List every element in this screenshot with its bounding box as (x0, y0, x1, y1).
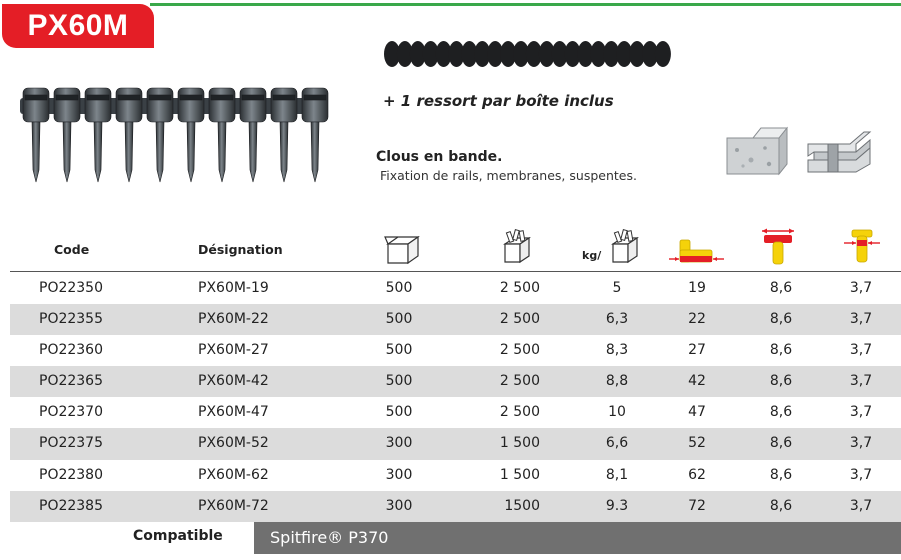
cell-per-pack: 2 500 (499, 404, 540, 421)
cell-per-box: 500 (385, 342, 413, 359)
cell-code: PO22360 (39, 342, 103, 359)
nail-strip-image (14, 82, 334, 186)
cell-head: 8,6 (769, 373, 793, 390)
cell-designation: PX60M-27 (198, 342, 269, 359)
cell-head: 8,6 (769, 311, 793, 328)
cell-per-box: 500 (385, 280, 413, 296)
cell-length: 42 (688, 373, 706, 390)
shank-diameter-icon (842, 226, 882, 266)
cell-code: PO22365 (39, 373, 103, 390)
compatible-tool: Spitfire® P370 (270, 528, 389, 547)
cell-head: 8,6 (769, 404, 793, 421)
cell-kg: 6,6 (605, 435, 629, 452)
cell-code: PO22350 (39, 280, 103, 296)
cell-per-box: 300 (385, 435, 413, 452)
cell-per-pack: 2 500 (499, 311, 540, 328)
cell-kg: 5 (612, 280, 622, 296)
cell-per-box: 500 (385, 311, 413, 328)
kg-unit-label: kg/ (582, 249, 602, 262)
cell-designation: PX60M-19 (198, 280, 269, 296)
box-icon (384, 232, 422, 266)
head-diameter-icon (756, 224, 800, 266)
cell-designation: PX60M-42 (198, 373, 269, 390)
cell-designation: PX60M-47 (198, 404, 269, 421)
cell-code: PO22370 (39, 404, 103, 421)
product-title: PX60M (2, 4, 154, 48)
cell-designation: PX60M-72 (198, 497, 269, 514)
cell-shank: 3,7 (849, 497, 873, 514)
cell-head: 8,6 (769, 342, 793, 359)
pack-icon (500, 228, 534, 266)
column-header-code: Code (54, 242, 90, 257)
table-row (10, 397, 901, 428)
cell-kg: 8,1 (605, 466, 629, 483)
cell-length: 52 (688, 435, 706, 452)
table-row (10, 428, 901, 459)
cell-per-pack: 2 500 (499, 280, 540, 296)
cell-head: 8,6 (769, 280, 793, 296)
column-header-designation: Désignation (198, 242, 283, 257)
cell-head: 8,6 (769, 497, 793, 514)
cell-per-pack: 1 500 (499, 466, 540, 483)
cell-per-pack: 1 500 (499, 435, 540, 452)
cell-shank: 3,7 (849, 342, 873, 359)
cell-code: PO22380 (39, 466, 103, 483)
compatible-label: Compatible (133, 528, 223, 544)
cell-code: PO22385 (39, 497, 103, 514)
header-divider (10, 271, 901, 272)
cell-kg: 6,3 (605, 311, 629, 328)
top-accent-line (150, 3, 901, 6)
cell-code: PO22355 (39, 311, 103, 328)
cell-head: 8,6 (769, 435, 793, 452)
rail-profile-icon (804, 124, 874, 174)
table-row (10, 460, 901, 491)
cell-designation: PX60M-22 (198, 311, 269, 328)
cell-per-pack: 1500 (504, 497, 540, 514)
spring-image (380, 38, 674, 70)
cell-shank: 3,7 (849, 404, 873, 421)
cell-length: 27 (688, 342, 706, 359)
cell-shank: 3,7 (849, 311, 873, 328)
cell-per-box: 500 (385, 373, 413, 390)
table-row (10, 366, 901, 397)
description-text: Fixation de rails, membranes, suspentes. (380, 168, 637, 183)
cell-head: 8,6 (769, 466, 793, 483)
cell-length: 19 (688, 280, 706, 296)
cell-shank: 3,7 (849, 373, 873, 390)
cell-shank: 3,7 (849, 435, 873, 452)
cell-shank: 3,7 (849, 280, 873, 296)
compatible-bar (254, 522, 901, 554)
table-row (10, 273, 901, 304)
cell-per-box: 500 (385, 404, 413, 421)
cell-kg: 8,8 (605, 373, 629, 390)
cell-length: 72 (688, 497, 706, 514)
cell-shank: 3,7 (849, 466, 873, 483)
table-row (10, 491, 901, 522)
cell-designation: PX60M-52 (198, 435, 269, 452)
cell-length: 62 (688, 466, 706, 483)
table-row (10, 335, 901, 366)
cell-per-pack: 2 500 (499, 373, 540, 390)
cell-per-box: 300 (385, 497, 413, 514)
weight-box-icon (608, 228, 642, 266)
cell-code: PO22375 (39, 435, 103, 452)
cell-per-pack: 2 500 (499, 342, 540, 359)
cell-length: 47 (688, 404, 706, 421)
cell-designation: PX60M-62 (198, 466, 269, 483)
concrete-block-icon (721, 124, 791, 176)
cell-kg: 9.3 (605, 497, 629, 514)
length-icon (668, 232, 726, 266)
table-header (0, 222, 901, 272)
spring-note: + 1 ressort par boîte inclus (383, 92, 614, 110)
table-row (10, 304, 901, 335)
product-table (10, 273, 901, 522)
description-title: Clous en bande. (376, 149, 503, 165)
cell-per-box: 300 (385, 466, 413, 483)
cell-length: 22 (688, 311, 706, 328)
cell-kg: 8,3 (605, 342, 629, 359)
cell-kg: 10 (608, 404, 626, 421)
